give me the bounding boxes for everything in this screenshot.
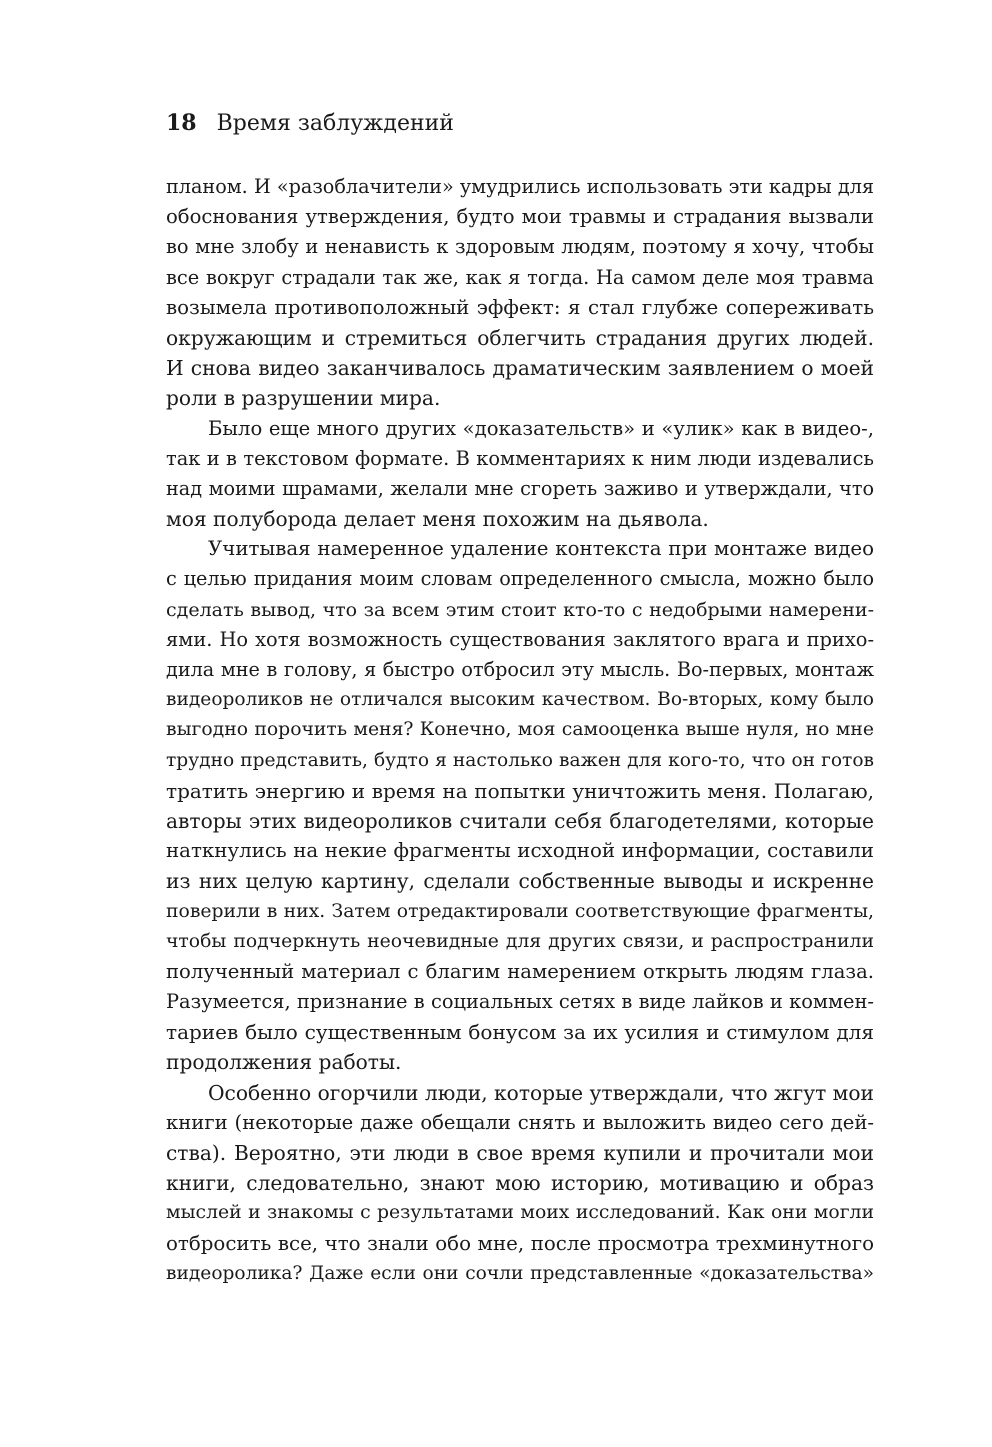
text-line: поверили в них. Затем отредактировали соответствующие фрагменты, [166, 900, 874, 922]
text-line: возымела противоположный эффект: я стал глубже сопереживать [166, 295, 874, 319]
text-line: с целью придания моим словам определенного смысла, можно было [166, 567, 874, 591]
text-line: мыслей и знакомы с результатами моих исследований. Как они могли [166, 1202, 874, 1224]
text-line: отбросить все, что знали обо мне, после просмотра трехминутного [166, 1231, 874, 1255]
text-line: трудно представить, будто я настолько важен для кого-то, что он готов [166, 749, 874, 771]
paragraph [166, 172, 874, 414]
text-line: из них целую картину, сделали собственные выводы и искренне [166, 869, 874, 894]
text-line: полученный материал с благим намерением открыть людям глаза. [166, 959, 874, 983]
text-line: роли в разрушении мира. [166, 386, 441, 411]
text-line: дила мне в голову, я быстро отбросил эту мысль. Во-первых, монтаж [166, 658, 874, 681]
text-line: чтобы подчеркнуть неочевидные для других связи, и распространили [166, 930, 874, 952]
text-line: планом. И «разоблачители» умудрились использовать эти кадры для [166, 175, 874, 198]
text-line: видеороликов не отличался высоким качеством. Во-вторых, кому было [166, 689, 874, 711]
text-line: Особенно огорчили люди, которые утверждали, что жгут мои [208, 1080, 874, 1105]
body-text [166, 172, 874, 1289]
text-line: Было еще много других «доказательств» и «улик» как в видео-, [208, 416, 874, 440]
running-head [166, 108, 454, 139]
page-number: 18 [166, 110, 197, 136]
text-line: ства). Вероятно, эти люди в свое время купили и прочитали мои [166, 1141, 874, 1165]
text-line: Разумеется, признание в социальных сетях в виде лайков и коммен- [166, 990, 874, 1014]
text-line: Учитывая намеренное удаление контекста при монтаже видео [208, 537, 874, 561]
text-line: книги (некоторые даже обещали снять и выложить видео сего дей- [166, 1110, 874, 1134]
paragraph [166, 534, 874, 1077]
text-line: книги, следовательно, знают мою историю, мотивацию и образ [166, 1171, 874, 1196]
text-line: тариев было существенным бонусом за их усилия и стимулом для [166, 1020, 874, 1045]
paragraph [166, 414, 874, 535]
text-line: наткнулись на некие фрагменты исходной информации, составили [166, 839, 874, 863]
text-line: окружающим и стремиться облегчить страдания других людей. [166, 325, 874, 350]
text-line: видеоролика? Даже если они сочли представленные «доказательства» [166, 1262, 874, 1284]
text-line: так и в текстовом формате. В комментариях к ним люди издевались [166, 446, 874, 470]
text-line: над моими шрамами, желали мне сгореть заживо и утверждали, что [166, 476, 874, 500]
text-line: тратить энергию и время на попытки уничтожить меня. Полагаю, [166, 778, 874, 803]
text-line: сделать вывод, что за всем этим стоит кто-то с недобрыми намерени- [166, 598, 874, 621]
text-line: обоснования утверждения, будто мои травмы и страдания вызвали [166, 205, 874, 229]
text-line: И снова видео заканчивалось драматическим заявлением о моей [166, 356, 874, 381]
running-title: Время заблуждений [216, 111, 454, 136]
text-line: моя полуборода делает меня похожим на дьявола. [166, 507, 709, 532]
text-line: ями. Но хотя возможность существования заклятого врага и прихо- [166, 627, 874, 651]
text-line: продолжения работы. [166, 1050, 402, 1075]
text-line: выгодно порочить меня? Конечно, моя самооценка выше нуля, но мне [166, 719, 874, 741]
text-line: все вокруг страдали так же, как я тогда. На самом деле моя травма [166, 265, 874, 289]
text-line: во мне злобу и ненависть к здоровым людям, поэтому я хочу, чтобы [166, 235, 874, 259]
text-line: авторы этих видеороликов считали себя благодетелями, которые [166, 808, 874, 833]
paragraph [166, 1078, 874, 1289]
